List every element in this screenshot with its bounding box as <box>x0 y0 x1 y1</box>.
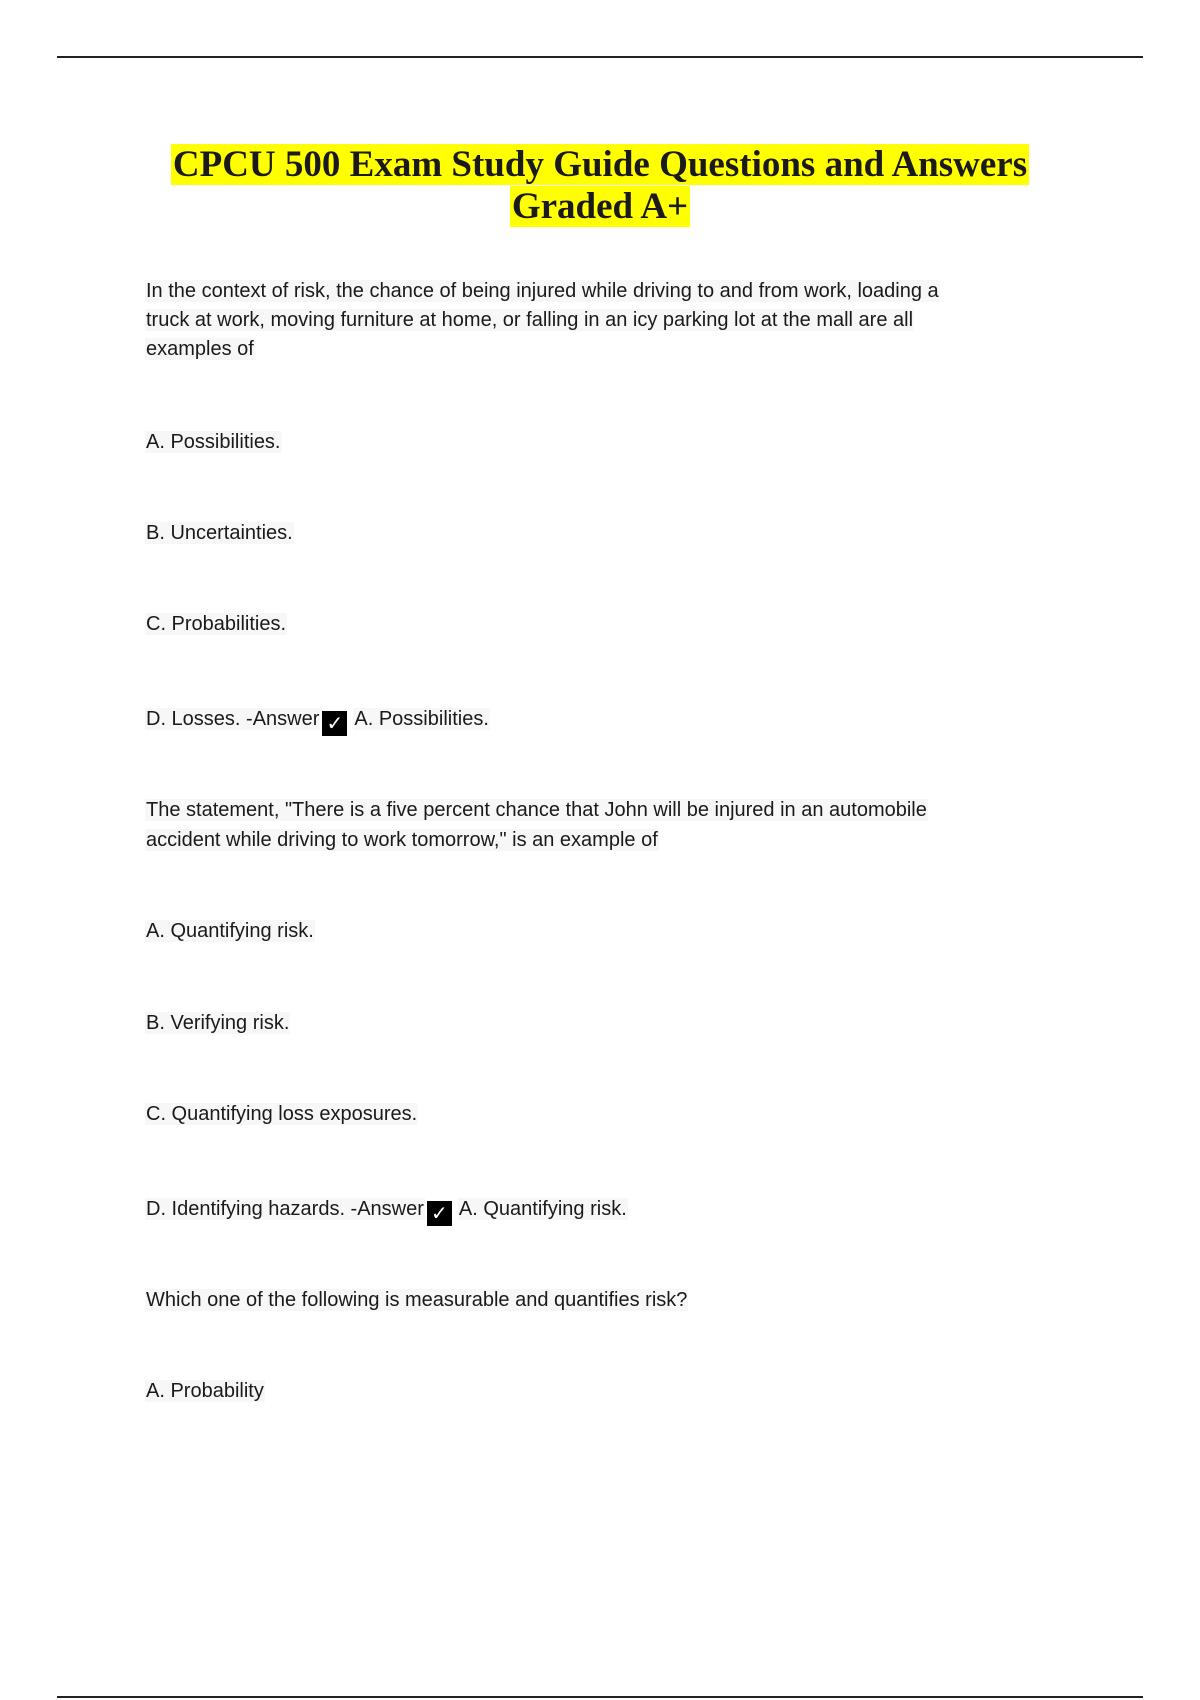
question-2-option-d-answer: D. Identifying hazards. -Answer ✓ A. Quantifying risk. <box>146 1198 627 1225</box>
question-2-option-a: A. Quantifying risk. <box>146 920 314 942</box>
question-1-stem-line-2: truck at work, moving furniture at home, or falling in an icy parking lot at the mall are all <box>146 309 914 331</box>
bottom-rule <box>57 1696 1143 1698</box>
question-1-stem-line-1: In the context of risk, the chance of being injured while driving to and from work, loading a <box>146 280 939 302</box>
question-1-option-a: A. Possibilities. <box>146 431 281 453</box>
title-line-1: CPCU 500 Exam Study Guide Questions and Answers <box>172 144 1028 185</box>
document-title <box>100 144 1100 228</box>
question-1-option-d-answer: D. Losses. -Answer ✓ A. Possibilities. <box>146 708 489 735</box>
question-1-option-c: C. Probabilities. <box>146 613 287 635</box>
question-1-option-b: B. Uncertainties. <box>146 522 293 544</box>
question-2-stem-line-1: The statement, "There is a five percent chance that John will be injured in an automobile <box>146 799 927 821</box>
check-mark-icon: ✓ <box>427 1201 452 1226</box>
question-3-stem-line-1: Which one of the following is measurable and quantifies risk? <box>146 1289 688 1311</box>
question-2-option-b: B. Verifying risk. <box>146 1012 290 1034</box>
question-2-answer: A. Quantifying risk. <box>458 1198 627 1220</box>
question-3-option-a: A. Probability <box>146 1380 264 1402</box>
question-1-answer: A. Possibilities. <box>354 708 489 730</box>
title-line-2: Graded A+ <box>511 186 689 227</box>
question-2-option-c: C. Quantifying loss exposures. <box>146 1103 418 1125</box>
question-2-stem-line-2: accident while driving to work tomorrow," is an example of <box>146 829 658 851</box>
top-rule <box>57 56 1143 58</box>
question-1-stem-line-3: examples of <box>146 338 254 360</box>
check-mark-icon: ✓ <box>322 711 347 736</box>
